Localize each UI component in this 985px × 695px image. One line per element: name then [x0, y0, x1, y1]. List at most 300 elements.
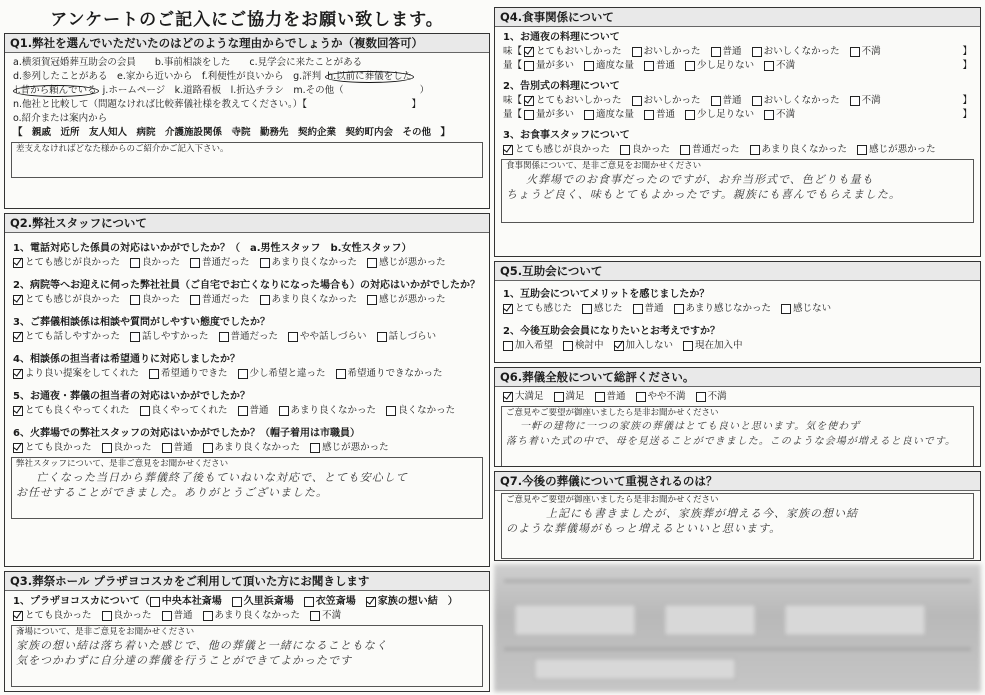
option-label: とても良かった	[25, 442, 92, 453]
q7-comment-line-2: のような葬儀場がもっと増えるといいと思います。	[506, 522, 782, 535]
checkbox-icon[interactable]	[162, 611, 172, 621]
q2-comment-line-2: お任せすることができました。ありがとうございました。	[16, 486, 328, 499]
option-label: とても感じた	[515, 303, 573, 314]
option-label: 家族の想い結	[377, 596, 438, 607]
q4-staff-option-3[interactable]	[750, 143, 848, 157]
q2-4-option-2[interactable]	[238, 367, 326, 381]
q4-staff-option-1[interactable]	[620, 143, 670, 157]
q4-taste-1-bracket: 】	[962, 46, 972, 57]
option-label: 加入しない	[625, 340, 674, 351]
q2-4-option-1[interactable]	[149, 367, 228, 381]
q4-amount-1-option-1[interactable]	[584, 59, 634, 73]
option-label: 普通	[173, 610, 193, 621]
q4-comment-label: 食事関係について、是非ご意見をお聞かせください	[506, 161, 702, 171]
q2-items	[5, 241, 489, 455]
option-label: 少し希望と違った	[249, 368, 326, 379]
q2-header: Q2.弊社スタッフについて	[5, 214, 489, 233]
q7-comment-box[interactable]	[501, 493, 974, 559]
checkbox-icon[interactable]	[238, 406, 248, 416]
checkbox-icon[interactable]	[674, 304, 684, 314]
checkbox-icon[interactable]	[140, 406, 150, 416]
q6-option-2[interactable]	[595, 390, 626, 404]
checkbox-icon[interactable]	[190, 258, 200, 268]
q2-6-option-0[interactable]	[13, 441, 92, 455]
checkbox-checked-icon[interactable]	[366, 597, 376, 607]
checkbox-icon[interactable]	[310, 443, 320, 453]
option-label: 良かった	[142, 294, 181, 305]
q4-sub-1: 1、お通夜の料理について	[503, 32, 620, 43]
option-label: 希望通りできなかった	[347, 368, 443, 379]
option-label: 不満	[322, 610, 342, 621]
checkbox-icon[interactable]	[336, 369, 346, 379]
q6-option-3[interactable]	[636, 390, 686, 404]
q4-amount-2-bracket: 】	[962, 109, 972, 120]
q2-question-1: 1、電話対応した係員の対応はいかがでしたか？（ a.男性スタッフ b.女性スタッフ）	[13, 243, 412, 254]
q4-taste-1-option-3[interactable]	[752, 45, 840, 59]
q2-question-3: 3、ご葬儀相談係は相談や質問がしやすい態度でしたか？	[13, 317, 270, 328]
checkbox-checked-icon[interactable]	[503, 392, 513, 402]
q5-header: Q5.互助会について	[495, 262, 980, 281]
checkbox-icon[interactable]	[711, 96, 721, 106]
checkbox-icon[interactable]	[683, 341, 693, 351]
option-label: 話しづらい	[388, 331, 437, 342]
option-label: 不満	[776, 109, 796, 120]
checkbox-icon[interactable]	[781, 304, 791, 314]
option-label: 大満足	[515, 391, 544, 402]
checkbox-icon[interactable]	[386, 406, 396, 416]
q2-6-option-2[interactable]	[162, 441, 193, 455]
q4-taste-2-option-4[interactable]	[850, 94, 881, 108]
q6-header: Q6.葬儀全般について総評ください。	[495, 368, 980, 387]
checkbox-icon[interactable]	[857, 145, 867, 155]
option-label: 久里浜斎場	[243, 596, 294, 607]
q3-hall-3[interactable]	[366, 594, 438, 609]
checkbox-checked-icon[interactable]	[13, 406, 23, 416]
option-label: 適度な量	[596, 109, 635, 120]
q2-1-option-1[interactable]	[130, 256, 180, 270]
checkbox-icon[interactable]	[203, 611, 213, 621]
q1-option-h-circled[interactable]: h.以前に葬儀をした	[327, 71, 413, 82]
checkbox-icon[interactable]	[632, 96, 642, 106]
option-label: あまり感じなかった	[685, 303, 772, 314]
option-label: とても良くやってくれた	[25, 405, 130, 416]
q2-question-4: 4、相談係の担当者は希望通りに対応しましたか？	[13, 354, 240, 365]
q5-2-option-1[interactable]	[563, 339, 604, 353]
q2-3-option-4[interactable]	[377, 330, 437, 344]
option-label: とても感じが良かった	[515, 144, 611, 155]
option-label: 感じない	[793, 303, 832, 314]
q6-comment-label: ご意見やご要望が御座いましたら是非お聞かせください	[506, 408, 719, 418]
page-title: アンケートのご記入にご協力をお願い致します。	[50, 9, 444, 30]
checkbox-icon[interactable]	[595, 392, 605, 402]
checkbox-icon[interactable]	[232, 597, 242, 607]
q2-5-option-2[interactable]	[238, 404, 269, 418]
checkbox-icon[interactable]	[203, 443, 213, 453]
checkbox-icon[interactable]	[711, 47, 721, 57]
q2-comment-label: 弊社スタッフについて、是非ご意見をお聞かせください	[16, 459, 229, 469]
checkbox-icon[interactable]	[764, 110, 774, 120]
checkbox-checked-icon[interactable]	[13, 295, 23, 305]
option-label: 希望通りできた	[161, 368, 228, 379]
q4-amount-1-bracket: 】	[962, 60, 972, 71]
checkbox-icon[interactable]	[584, 110, 594, 120]
checkbox-icon[interactable]	[288, 332, 298, 342]
q5-sub-2: 2、今後互助会会員になりたいとお考えですか？	[503, 326, 720, 337]
option-label: 不満	[861, 46, 881, 57]
checkbox-icon[interactable]	[130, 295, 140, 305]
option-label: 量が多い	[536, 60, 575, 71]
q2-options-1	[5, 256, 489, 270]
option-label: あまり良くなかった	[761, 144, 848, 155]
q5-1-option-4[interactable]	[781, 302, 831, 316]
q6-options	[495, 390, 980, 404]
q2-options-2	[5, 293, 489, 307]
q4-section	[494, 7, 981, 257]
q3-options	[5, 609, 489, 623]
checkbox-icon[interactable]	[752, 96, 762, 106]
checkbox-icon[interactable]	[190, 295, 200, 305]
option-label: とても感じが良かった	[25, 257, 121, 268]
checkbox-icon[interactable]	[310, 611, 320, 621]
option-label: 普通だった	[202, 294, 250, 305]
redacted-personal-info	[494, 564, 981, 692]
option-label: 良くなかった	[398, 405, 456, 416]
option-label: おいしかった	[643, 46, 701, 57]
checkbox-icon[interactable]	[644, 110, 654, 120]
q1-row-3: i.昔から頼んでいる j.ホームページ k.道路看板 l.折込チラシ m.その他（ ）	[15, 85, 430, 96]
q6-comment-box[interactable]	[501, 406, 974, 467]
option-label: 感じが悪かった	[379, 257, 446, 268]
checkbox-icon[interactable]	[377, 332, 387, 342]
q5-2-option-2[interactable]	[614, 339, 674, 353]
checkbox-icon[interactable]	[620, 145, 630, 155]
q4-sub-3: 3、お食事スタッフについて	[503, 130, 630, 141]
q3-section	[4, 571, 490, 692]
option-label: 良くやってくれた	[151, 405, 228, 416]
q6-comment-line-2: 落ち着いた式の中で、母を見送ることができました。このような会場が増えると良いです。	[506, 436, 956, 447]
q5-2-option-0[interactable]	[503, 339, 553, 353]
option-label: 満足	[565, 391, 585, 402]
option-label: とてもおいしかった	[536, 95, 622, 106]
checkbox-checked-icon[interactable]	[13, 443, 23, 453]
q4-taste-2-option-1[interactable]	[632, 94, 701, 108]
q2-options-3	[5, 330, 489, 344]
q2-5-option-1[interactable]	[140, 404, 228, 418]
option-label: 普通だった	[230, 331, 279, 342]
checkbox-icon[interactable]	[503, 341, 513, 351]
q3-comment-line-2: 気をつかわずに自分達の葬儀を行うことができてよかったです	[16, 654, 352, 667]
option-label: 不満	[707, 391, 727, 402]
q4-comment-box[interactable]	[501, 159, 974, 223]
q2-section	[4, 213, 490, 567]
checkbox-icon[interactable]	[162, 443, 172, 453]
q1-option-i-circled[interactable]: i.昔から頼んでいる	[15, 85, 97, 96]
q4-amount-1	[495, 59, 980, 73]
q3-comment-label: 斎場について、是非ご意見をお聞かせください	[16, 627, 195, 637]
checkbox-checked-icon[interactable]	[614, 341, 624, 351]
q4-taste-2-bracket: 】	[962, 95, 972, 106]
option-label: 普通だった	[692, 144, 740, 155]
q5-2-option-3[interactable]	[683, 339, 743, 353]
q2-3-option-3[interactable]	[288, 330, 367, 344]
q7-header: Q7.今後の葬儀について重視されるのは？	[495, 472, 980, 491]
option-label: とても感じが良かった	[25, 294, 121, 305]
checkbox-icon[interactable]	[102, 611, 112, 621]
q1-row-4: n.他社と比較して（問題なければ比較葬儀社様を教えてください。）【 】	[13, 99, 422, 110]
checkbox-checked-icon[interactable]	[13, 332, 23, 342]
q4-amount-2-option-2[interactable]	[644, 108, 675, 122]
q3-option-1[interactable]	[102, 609, 152, 623]
q3-hall-2[interactable]	[304, 594, 356, 609]
checkbox-icon[interactable]	[367, 295, 377, 305]
q2-question-2: 2、病院等へお迎えに伺った弊社社員（ご自宅でお亡くなりになった場合も）の対応はいかがでしたか？	[13, 280, 480, 291]
q2-4-option-3[interactable]	[336, 367, 443, 381]
q1-row-5: o.紹介または案内から	[13, 113, 108, 124]
checkbox-icon[interactable]	[636, 392, 646, 402]
q5-1-option-2[interactable]	[633, 302, 664, 316]
checkbox-icon[interactable]	[130, 258, 140, 268]
option-label: 良かった	[142, 257, 181, 268]
checkbox-icon[interactable]	[633, 304, 643, 314]
q4-taste-1-label: 味【	[503, 46, 523, 57]
q4-staff-option-4[interactable]	[857, 143, 936, 157]
checkbox-icon[interactable]	[632, 47, 642, 57]
q4-taste-2-option-0[interactable]	[524, 94, 622, 108]
checkbox-icon[interactable]	[130, 332, 140, 342]
q4-amount-2	[495, 108, 980, 122]
left-column	[4, 3, 490, 692]
q4-amount-1-option-2[interactable]	[644, 59, 675, 73]
q6-option-1[interactable]	[554, 390, 585, 404]
checkbox-checked-icon[interactable]	[13, 611, 23, 621]
checkbox-checked-icon[interactable]	[13, 258, 23, 268]
checkbox-icon[interactable]	[752, 47, 762, 57]
q2-comment-box[interactable]	[11, 457, 483, 519]
checkbox-checked-icon[interactable]	[524, 96, 534, 106]
checkbox-icon[interactable]	[150, 597, 160, 607]
q1-comment-label: 差支えなければどなた様からのご紹介かご記入下さい。	[16, 144, 229, 154]
q7-comment-line-1: 上記にも書きましたが、家族葬が増える今、家族の想い結	[546, 507, 858, 520]
checkbox-checked-icon[interactable]	[13, 369, 23, 379]
checkbox-icon[interactable]	[850, 47, 860, 57]
q3-option-3[interactable]	[203, 609, 301, 623]
q5-options-1	[495, 302, 980, 316]
q2-1-option-0[interactable]	[13, 256, 120, 270]
checkbox-icon[interactable]	[584, 61, 594, 71]
option-label: 普通だった	[202, 257, 250, 268]
option-label: おいしくなかった	[763, 46, 840, 57]
q2-2-option-1[interactable]	[130, 293, 180, 307]
q1-row-1: a.横須賀冠婚葬互助会の会員 b.事前相談をした c.見学会に来たことがある	[13, 57, 363, 68]
checkbox-icon[interactable]	[260, 295, 270, 305]
option-label: 普通	[173, 442, 193, 453]
option-label: 普通	[656, 109, 676, 120]
checkbox-icon[interactable]	[850, 96, 860, 106]
q3-hall-0[interactable]	[150, 594, 222, 609]
q3-hall-1[interactable]	[232, 594, 294, 609]
q3-comment-line-1: 家族の想い結は落ち着いた感じで、他の葬儀と一緒になることもなく	[16, 639, 388, 652]
checkbox-icon[interactable]	[685, 110, 695, 120]
q4-taste-2-label: 味【	[503, 95, 523, 106]
q4-taste-1	[495, 45, 980, 59]
option-label: 普通	[249, 405, 269, 416]
checkbox-icon[interactable]	[764, 61, 774, 71]
checkbox-checked-icon[interactable]	[524, 47, 534, 57]
q3-question: 1、プラザヨコスカについて（ 中央本社斎場 久里浜斎場 衣笠斎場 家族の想い結 ）	[13, 596, 458, 607]
q2-5-option-4[interactable]	[386, 404, 455, 418]
option-label: 適度な量	[596, 60, 635, 71]
q5-section	[494, 261, 981, 363]
q4-comment-line-2: ちょうど良く、味もとてもよかったです。親族にも喜んでもらえました。	[506, 188, 901, 201]
q4-amount-1-option-0[interactable]	[524, 59, 574, 73]
q2-4-option-0[interactable]	[13, 367, 139, 381]
option-label: 話しやすかった	[142, 331, 209, 342]
q2-6-option-1[interactable]	[102, 441, 152, 455]
checkbox-icon[interactable]	[582, 304, 592, 314]
q4-amount-2-option-1[interactable]	[584, 108, 634, 122]
q4-taste-1-option-1[interactable]	[632, 45, 701, 59]
q4-amount-2-option-3[interactable]	[685, 108, 754, 122]
q2-1-option-3[interactable]	[260, 256, 358, 270]
checkbox-icon[interactable]	[750, 145, 760, 155]
q2-3-option-1[interactable]	[130, 330, 209, 344]
q4-amount-1-label: 量【	[503, 60, 523, 71]
q6-section	[494, 367, 981, 467]
q4-comment-line-1: 火葬場でのお食事だったのですが、お弁当形式で、色どりも量も	[526, 173, 874, 186]
q3-comment-box[interactable]	[11, 625, 483, 687]
option-label: 普通	[606, 391, 626, 402]
q4-amount-1-option-4[interactable]	[764, 59, 795, 73]
option-label: 良かった	[632, 144, 671, 155]
q2-5-option-3[interactable]	[279, 404, 377, 418]
q3-option-4[interactable]	[310, 609, 341, 623]
option-label: あまり良くなかった	[214, 442, 301, 453]
q6-comment-line-1: 一軒の建物に一つの家族の葬儀はとても良いと思います。気を使わず	[520, 421, 861, 432]
q6-option-0[interactable]	[503, 390, 544, 404]
q2-6-option-4[interactable]	[310, 441, 389, 455]
q2-question-5: 5、お通夜・葬儀の担当者の対応はいかがでしたか？	[13, 391, 250, 402]
option-label: あまり良くなかった	[271, 294, 358, 305]
checkbox-icon[interactable]	[149, 369, 159, 379]
q3-option-0[interactable]	[13, 609, 92, 623]
checkbox-icon[interactable]	[219, 332, 229, 342]
checkbox-icon[interactable]	[563, 341, 573, 351]
option-label: 感じが悪かった	[379, 294, 446, 305]
checkbox-checked-icon[interactable]	[503, 304, 513, 314]
q6-option-4[interactable]	[696, 390, 727, 404]
q4-taste-1-option-2[interactable]	[711, 45, 742, 59]
q3-option-2[interactable]	[162, 609, 193, 623]
q2-comment-line-1: 亡くなった当日から葬儀終了後もていねいな対応で、とても安心して	[36, 471, 408, 484]
q2-2-option-4[interactable]	[367, 293, 446, 307]
q2-2-option-2[interactable]	[190, 293, 250, 307]
q4-header: Q4.食事関係について	[495, 8, 980, 27]
q4-amount-2-label: 量【	[503, 109, 523, 120]
q2-options-4	[5, 367, 489, 381]
q5-1-option-0[interactable]	[503, 302, 572, 316]
option-label: やや話しづらい	[300, 331, 367, 342]
checkbox-icon[interactable]	[524, 110, 534, 120]
q2-2-option-3[interactable]	[260, 293, 358, 307]
option-label: 少し足りない	[697, 109, 755, 120]
option-label: 感じが悪かった	[869, 144, 936, 155]
q1-comment-box[interactable]	[11, 142, 483, 178]
q5-1-option-3[interactable]	[674, 302, 772, 316]
q2-3-option-2[interactable]	[219, 330, 279, 344]
q7-comment-label: ご意見やご要望が御座いましたら是非お聞かせください	[506, 495, 719, 505]
q7-section	[494, 471, 981, 561]
option-label: 衣笠斎場	[315, 596, 356, 607]
option-label: 不満	[861, 95, 881, 106]
checkbox-icon[interactable]	[304, 597, 314, 607]
q3-hall-options	[150, 594, 448, 609]
q2-1-option-2[interactable]	[190, 256, 250, 270]
q2-3-option-0[interactable]	[13, 330, 120, 344]
option-label: あまり良くなかった	[290, 405, 377, 416]
checkbox-icon[interactable]	[367, 258, 377, 268]
option-label: とてもおいしかった	[536, 46, 622, 57]
q2-6-option-3[interactable]	[203, 441, 301, 455]
q4-staff-option-2[interactable]	[680, 143, 740, 157]
checkbox-icon[interactable]	[279, 406, 289, 416]
option-label: より良い提案をしてくれた	[25, 368, 140, 379]
checkbox-icon[interactable]	[685, 61, 695, 71]
q4-amount-2-option-4[interactable]	[764, 108, 795, 122]
q4-taste-1-option-0[interactable]	[524, 45, 622, 59]
option-label: あまり良くなかった	[214, 610, 301, 621]
q5-options-2	[495, 339, 980, 353]
checkbox-icon[interactable]	[644, 61, 654, 71]
checkbox-icon[interactable]	[238, 369, 248, 379]
option-label: 普通	[644, 303, 664, 314]
option-label: 不満	[776, 60, 796, 71]
q4-staff-options	[495, 143, 980, 157]
checkbox-icon[interactable]	[696, 392, 706, 402]
option-label: 加入希望	[515, 340, 554, 351]
q4-sub-2: 2、告別式の料理について	[503, 81, 620, 92]
option-label: あまり良くなかった	[271, 257, 358, 268]
q5-sub-1: 1、互助会についてメリットを感じましたか？	[503, 289, 710, 300]
q4-taste-1-option-4[interactable]	[850, 45, 881, 59]
option-label: 感じが悪かった	[322, 442, 389, 453]
q4-amount-2-option-0[interactable]	[524, 108, 574, 122]
option-label: 普通	[722, 46, 742, 57]
checkbox-icon[interactable]	[554, 392, 564, 402]
q2-5-option-0[interactable]	[13, 404, 130, 418]
checkbox-icon[interactable]	[260, 258, 270, 268]
option-label: 良かった	[113, 442, 152, 453]
option-label: 現在加入中	[695, 340, 743, 351]
q4-amount-1-option-3[interactable]	[685, 59, 754, 73]
q4-taste-2-option-3[interactable]	[752, 94, 840, 108]
q5-1-option-1[interactable]	[582, 302, 623, 316]
checkbox-icon[interactable]	[680, 145, 690, 155]
checkbox-checked-icon[interactable]	[503, 145, 513, 155]
q2-options-6	[5, 441, 489, 455]
q2-1-option-4[interactable]	[367, 256, 446, 270]
right-column	[494, 3, 981, 692]
option-label: 感じた	[594, 303, 623, 314]
option-label: 検討中	[575, 340, 604, 351]
checkbox-icon[interactable]	[102, 443, 112, 453]
q4-taste-2-option-2[interactable]	[711, 94, 742, 108]
checkbox-icon[interactable]	[524, 61, 534, 71]
q2-question-6: 6、火葬場での弊社スタッフの対応はいかがでしたか？（帽子着用は市職員）	[13, 428, 360, 439]
option-label: 中央本社斎場	[161, 596, 222, 607]
option-label: 良かった	[113, 610, 152, 621]
q4-staff-option-0[interactable]	[503, 143, 610, 157]
q2-2-option-0[interactable]	[13, 293, 120, 307]
